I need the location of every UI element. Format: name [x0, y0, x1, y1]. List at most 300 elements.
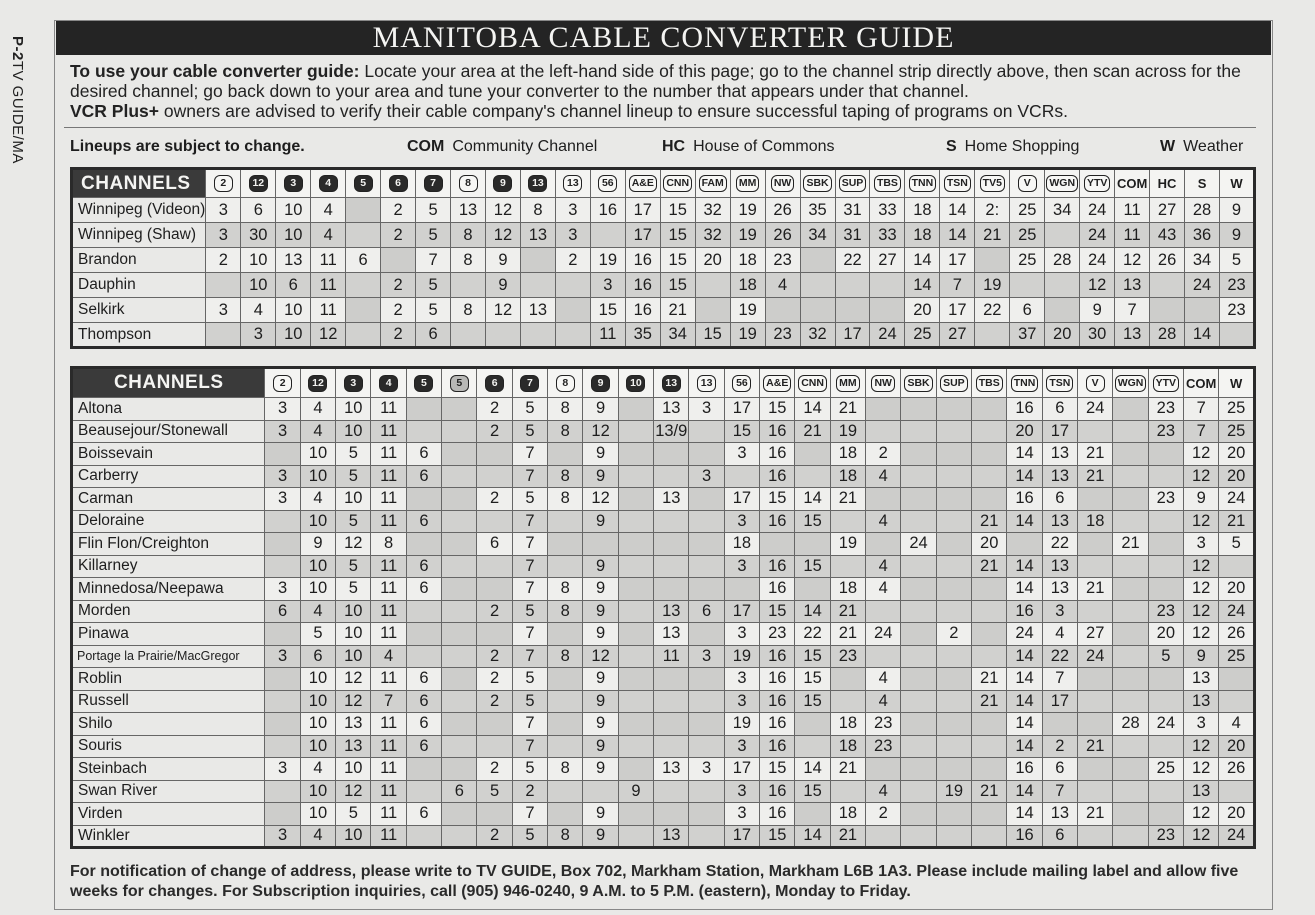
channel-number [618, 488, 653, 511]
channel-number: 17 [940, 248, 975, 273]
channel-number: 28 [1150, 323, 1185, 348]
instructions-lead: To use your cable converter guide: [70, 61, 360, 81]
channel-number [866, 488, 901, 511]
channel-number: 13 [336, 713, 371, 736]
channel-number [795, 465, 830, 488]
channel-number: 20 [1219, 803, 1255, 826]
channel-number [936, 600, 971, 623]
channel-number [265, 443, 300, 466]
channel-number: 2 [381, 198, 416, 223]
channel-number: 21 [975, 223, 1010, 248]
channel-number: 6 [406, 735, 441, 758]
channel-number: 6 [406, 713, 441, 736]
channel-number: 13 [654, 600, 689, 623]
page-side-label [9, 36, 26, 164]
channel-number [1150, 273, 1185, 298]
channel-number: 9 [583, 735, 618, 758]
channel-number: 7 [940, 273, 975, 298]
channel-number [870, 298, 905, 323]
channel-number [442, 488, 477, 511]
channel-number: 20 [1007, 420, 1042, 443]
channel-number: 25 [905, 323, 940, 348]
channel-number: 3 [724, 443, 759, 466]
channel-number: 11 [311, 298, 346, 323]
area-name: Shilo [72, 713, 265, 736]
channel-number: 3 [206, 223, 241, 248]
channel-number: 12 [1184, 825, 1219, 848]
channel-number [346, 323, 381, 348]
channel-number: 34 [660, 323, 695, 348]
channel-number: 18 [730, 248, 765, 273]
channel-number: 23 [1148, 825, 1183, 848]
channel-number: 11 [371, 420, 406, 443]
channel-number: 21 [972, 555, 1007, 578]
channel-number: 5 [512, 668, 547, 691]
channel-number: 11 [371, 623, 406, 646]
channel-number: 14 [1007, 690, 1042, 713]
channel-number [901, 465, 936, 488]
channel-number: 14 [1185, 323, 1220, 348]
channel-badge: 13 [528, 175, 547, 192]
channel-table-local-areas [70, 366, 1256, 849]
channel-number: 17 [940, 298, 975, 323]
channel-number: 24 [1219, 825, 1255, 848]
channel-number [548, 510, 583, 533]
channel-header-v [1010, 169, 1045, 198]
channel-number [618, 465, 653, 488]
channel-number: 12 [1184, 465, 1219, 488]
channel-number: 3 [265, 488, 300, 511]
channel-number: 23 [1220, 298, 1255, 323]
channel-number: 2 [477, 398, 512, 421]
channel-number: 21 [830, 398, 865, 421]
channel-number [555, 298, 590, 323]
channel-number: 13 [1184, 690, 1219, 713]
channel-number: 14 [1007, 713, 1042, 736]
channel-number [1078, 488, 1113, 511]
channel-number [760, 533, 795, 556]
area-name: Pinawa [72, 623, 265, 646]
channel-number: 36 [1185, 223, 1220, 248]
channel-number: 16 [760, 555, 795, 578]
channel-number: 24 [866, 623, 901, 646]
channel-number: 12 [336, 690, 371, 713]
channel-number: 20 [1219, 443, 1255, 466]
legend-label: Weather [1183, 138, 1244, 155]
channel-number: 3 [265, 825, 300, 848]
channel-number: 5 [512, 600, 547, 623]
table-row [72, 578, 1255, 601]
channel-number: 10 [300, 668, 335, 691]
channel-number: 10 [300, 578, 335, 601]
channel-number [442, 735, 477, 758]
channel-number: 11 [371, 758, 406, 781]
channel-number [901, 623, 936, 646]
channel-number [1148, 510, 1183, 533]
channel-header-13 [654, 368, 689, 398]
channel-number [1148, 443, 1183, 466]
channel-number: 14 [795, 600, 830, 623]
channel-number: 14 [795, 488, 830, 511]
channel-number: 22 [975, 298, 1010, 323]
channel-badge: NW [771, 175, 795, 192]
channel-header-tbs [972, 368, 1007, 398]
channel-number: 6 [406, 578, 441, 601]
channel-number [975, 248, 1010, 273]
channel-header-56 [724, 368, 759, 398]
channel-badge: FAM [699, 175, 727, 192]
channel-number: 11 [371, 825, 406, 848]
channel-number: 21 [1113, 533, 1148, 556]
channel-number: 10 [300, 780, 335, 803]
channel-badge: A&E [629, 175, 657, 192]
channel-header-4 [311, 169, 346, 198]
channel-number: 4 [300, 420, 335, 443]
channel-number [1148, 555, 1183, 578]
channel-number: 20 [1219, 735, 1255, 758]
channel-badge: COM [1116, 176, 1148, 191]
channel-number: 3 [724, 735, 759, 758]
channel-number [870, 273, 905, 298]
channel-number [1185, 298, 1220, 323]
channel-number: 25 [1219, 420, 1255, 443]
channel-number: 4 [866, 690, 901, 713]
channel-number: 3 [1184, 533, 1219, 556]
channel-number: 5 [336, 578, 371, 601]
channel-number: 24 [1148, 713, 1183, 736]
channel-header-5 [406, 368, 441, 398]
channel-number: 21 [972, 690, 1007, 713]
channel-number [477, 510, 512, 533]
channel-number: 12 [485, 198, 520, 223]
channel-number [618, 443, 653, 466]
channel-number [477, 623, 512, 646]
channel-header-tbs [870, 169, 905, 198]
area-name: Selkirk [72, 298, 206, 323]
channel-number [206, 323, 241, 348]
channel-number [346, 198, 381, 223]
channel-header-fam [695, 169, 730, 198]
channel-number: 7 [416, 248, 451, 273]
channel-badge: 12 [308, 375, 327, 392]
page-number: P-2 [9, 36, 26, 61]
channel-header-13 [520, 169, 555, 198]
channel-number: 5 [336, 555, 371, 578]
channel-number: 8 [371, 533, 406, 556]
channel-number: 18 [830, 713, 865, 736]
channel-number: 21 [830, 623, 865, 646]
channel-number: 16 [1007, 825, 1042, 848]
channel-badge: A&E [763, 375, 791, 392]
channel-number [618, 735, 653, 758]
channel-number: 12 [336, 533, 371, 556]
channel-number: 7 [1115, 298, 1150, 323]
channel-number [1148, 690, 1183, 713]
channel-header-9 [485, 169, 520, 198]
channel-number [451, 273, 486, 298]
channel-number [901, 668, 936, 691]
channel-number: 2 [206, 248, 241, 273]
channel-number: 2 [1042, 735, 1077, 758]
channel-number: 5 [336, 443, 371, 466]
channel-number: 8 [451, 248, 486, 273]
channel-number [689, 578, 724, 601]
channel-number: 9 [583, 623, 618, 646]
channel-number: 13 [451, 198, 486, 223]
channel-number: 9 [1080, 298, 1115, 323]
channel-header-tsn [940, 169, 975, 198]
channel-number: 7 [512, 735, 547, 758]
channel-number [765, 298, 800, 323]
channel-number: 9 [485, 248, 520, 273]
channel-number: 7 [512, 510, 547, 533]
channel-number: 7 [1184, 398, 1219, 421]
channel-number: 2 [866, 803, 901, 826]
channel-number: 3 [689, 645, 724, 668]
channel-number [866, 825, 901, 848]
channel-badge: TNN [909, 175, 937, 192]
channel-header-ytv [1080, 169, 1115, 198]
channel-number [901, 420, 936, 443]
channel-number [936, 668, 971, 691]
channel-number [795, 533, 830, 556]
channel-number: 4 [300, 398, 335, 421]
channel-number: 24 [1080, 248, 1115, 273]
channel-header-nw [866, 368, 901, 398]
channel-number: 8 [520, 198, 555, 223]
channel-number: 16 [760, 645, 795, 668]
channel-number: 22 [1042, 645, 1077, 668]
channel-number [654, 510, 689, 533]
channel-number: 26 [1150, 248, 1185, 273]
area-name: Morden [72, 600, 265, 623]
channel-number: 15 [795, 690, 830, 713]
channel-number: 11 [654, 645, 689, 668]
channel-number [936, 555, 971, 578]
channel-number: 16 [625, 298, 660, 323]
channel-number: 9 [1220, 223, 1255, 248]
channel-number: 11 [371, 555, 406, 578]
channel-number: 10 [276, 223, 311, 248]
channel-number: 4 [866, 510, 901, 533]
instructions [70, 61, 1265, 121]
channel-number: 32 [695, 223, 730, 248]
channel-number [1113, 488, 1148, 511]
legend-label: House of Commons [693, 138, 835, 155]
channel-badge: W [1230, 375, 1243, 391]
channel-number: 4 [311, 223, 346, 248]
channel-number [346, 298, 381, 323]
channel-badge: SBK [904, 375, 932, 392]
channel-number [442, 690, 477, 713]
channel-number [1113, 510, 1148, 533]
channel-number: 17 [724, 600, 759, 623]
channel-number: 11 [371, 578, 406, 601]
channel-number [520, 248, 555, 273]
channel-number [654, 533, 689, 556]
channel-number: 24 [901, 533, 936, 556]
channel-number: 2 [477, 825, 512, 848]
channel-number: 20 [695, 248, 730, 273]
channel-badge: V [1018, 175, 1037, 192]
area-name: Altona [72, 398, 265, 421]
channel-number [265, 623, 300, 646]
channel-number [689, 668, 724, 691]
channel-number: 3 [555, 198, 590, 223]
channel-number [618, 623, 653, 646]
channel-number: 7 [512, 578, 547, 601]
channel-number: 5 [336, 510, 371, 533]
channel-number: 6 [406, 510, 441, 533]
channel-number [1219, 668, 1255, 691]
channel-number [689, 735, 724, 758]
channel-number: 10 [276, 198, 311, 223]
channel-header-sbk [800, 169, 835, 198]
legend-key: COM [407, 138, 445, 155]
channel-number: 10 [300, 465, 335, 488]
channel-number [1113, 465, 1148, 488]
channel-number: 5 [512, 398, 547, 421]
channel-number: 24 [1078, 645, 1113, 668]
channel-header-13 [689, 368, 724, 398]
channel-number: 13/9 [654, 420, 689, 443]
channel-number: 13 [1115, 273, 1150, 298]
channel-number [442, 825, 477, 848]
channel-number: 10 [336, 398, 371, 421]
channel-number: 10 [300, 510, 335, 533]
area-name: Beausejour/Stonewall [72, 420, 265, 443]
channel-header-wgn [1045, 169, 1080, 198]
channel-number [1078, 780, 1113, 803]
channel-number: 2 [381, 323, 416, 348]
channel-number [520, 273, 555, 298]
channel-number: 14 [795, 398, 830, 421]
channel-number: 19 [830, 533, 865, 556]
channel-number: 25 [1010, 223, 1045, 248]
channel-number [936, 735, 971, 758]
channel-number [477, 578, 512, 601]
channel-number [618, 600, 653, 623]
channel-number [936, 398, 971, 421]
channel-number [901, 690, 936, 713]
channel-number: 7 [512, 443, 547, 466]
legend-key: S [946, 138, 957, 155]
legend-key: HC [662, 138, 686, 155]
channel-number [583, 533, 618, 556]
channel-number [618, 690, 653, 713]
channel-number: 15 [760, 488, 795, 511]
channel-number: 15 [724, 420, 759, 443]
channel-number: 15 [660, 198, 695, 223]
channel-number: 10 [336, 645, 371, 668]
channel-number: 16 [760, 713, 795, 736]
channel-number [1078, 690, 1113, 713]
channel-number: 21 [1219, 510, 1255, 533]
channel-number: 37 [1010, 323, 1045, 348]
channel-number: 14 [1007, 465, 1042, 488]
channel-number: 17 [625, 198, 660, 223]
channel-number [1113, 735, 1148, 758]
channel-number: 6 [406, 555, 441, 578]
channel-number [975, 323, 1010, 348]
channel-number [583, 780, 618, 803]
channel-header-cnn [795, 368, 830, 398]
channel-number [485, 323, 520, 348]
channel-number [654, 803, 689, 826]
channel-number [1010, 273, 1045, 298]
area-name: Steinbach [72, 758, 265, 781]
channel-badge: 3 [284, 175, 303, 192]
channel-badge: TBS [874, 175, 901, 192]
channel-number: 23 [866, 735, 901, 758]
channel-number: 10 [300, 690, 335, 713]
area-name: Carberry [72, 465, 265, 488]
channel-number: 11 [371, 668, 406, 691]
channel-number [618, 825, 653, 848]
area-name: Killarney [72, 555, 265, 578]
channel-number: 6 [406, 668, 441, 691]
channel-number [654, 578, 689, 601]
channel-number: 25 [1010, 198, 1045, 223]
channel-number [1007, 533, 1042, 556]
channel-number [901, 803, 936, 826]
channel-number: 14 [1007, 510, 1042, 533]
channel-number: 4 [300, 758, 335, 781]
legend-label: Home Shopping [964, 138, 1080, 155]
channel-number: 18 [830, 735, 865, 758]
channel-number [795, 735, 830, 758]
channel-number: 3 [265, 578, 300, 601]
channel-number: 30 [1080, 323, 1115, 348]
area-name: Souris [72, 735, 265, 758]
channel-number: 21 [1078, 735, 1113, 758]
channel-header-sup [835, 169, 870, 198]
channels-header: CHANNELS [72, 169, 206, 198]
channel-number [936, 488, 971, 511]
channel-header-8 [451, 169, 486, 198]
channel-number: 9 [1184, 488, 1219, 511]
channel-number: 3 [265, 758, 300, 781]
channel-number [477, 555, 512, 578]
channel-number: 16 [1007, 600, 1042, 623]
channel-number: 13 [1042, 510, 1077, 533]
channel-number [442, 510, 477, 533]
channel-number: 20 [1148, 623, 1183, 646]
channel-number [477, 713, 512, 736]
channel-number [689, 510, 724, 533]
channel-badge: 5 [450, 375, 469, 392]
table-row [72, 223, 1255, 248]
channel-number: 13 [654, 398, 689, 421]
channel-badge: SUP [940, 375, 968, 392]
channel-number: 10 [300, 555, 335, 578]
channel-number [795, 803, 830, 826]
channel-number [406, 420, 441, 443]
legend-s [946, 138, 1079, 156]
channel-number: 24 [1185, 273, 1220, 298]
channel-number: 19 [730, 223, 765, 248]
channel-number [654, 735, 689, 758]
channel-header-com [1184, 368, 1219, 398]
channel-number [1113, 645, 1148, 668]
channel-number: 14 [1007, 668, 1042, 691]
channel-number: 22 [1042, 533, 1077, 556]
channel-number: 16 [760, 510, 795, 533]
channel-table-major-areas [70, 167, 1256, 349]
channel-number: 15 [760, 825, 795, 848]
channel-number: 7 [1184, 420, 1219, 443]
channel-number: 28 [1113, 713, 1148, 736]
